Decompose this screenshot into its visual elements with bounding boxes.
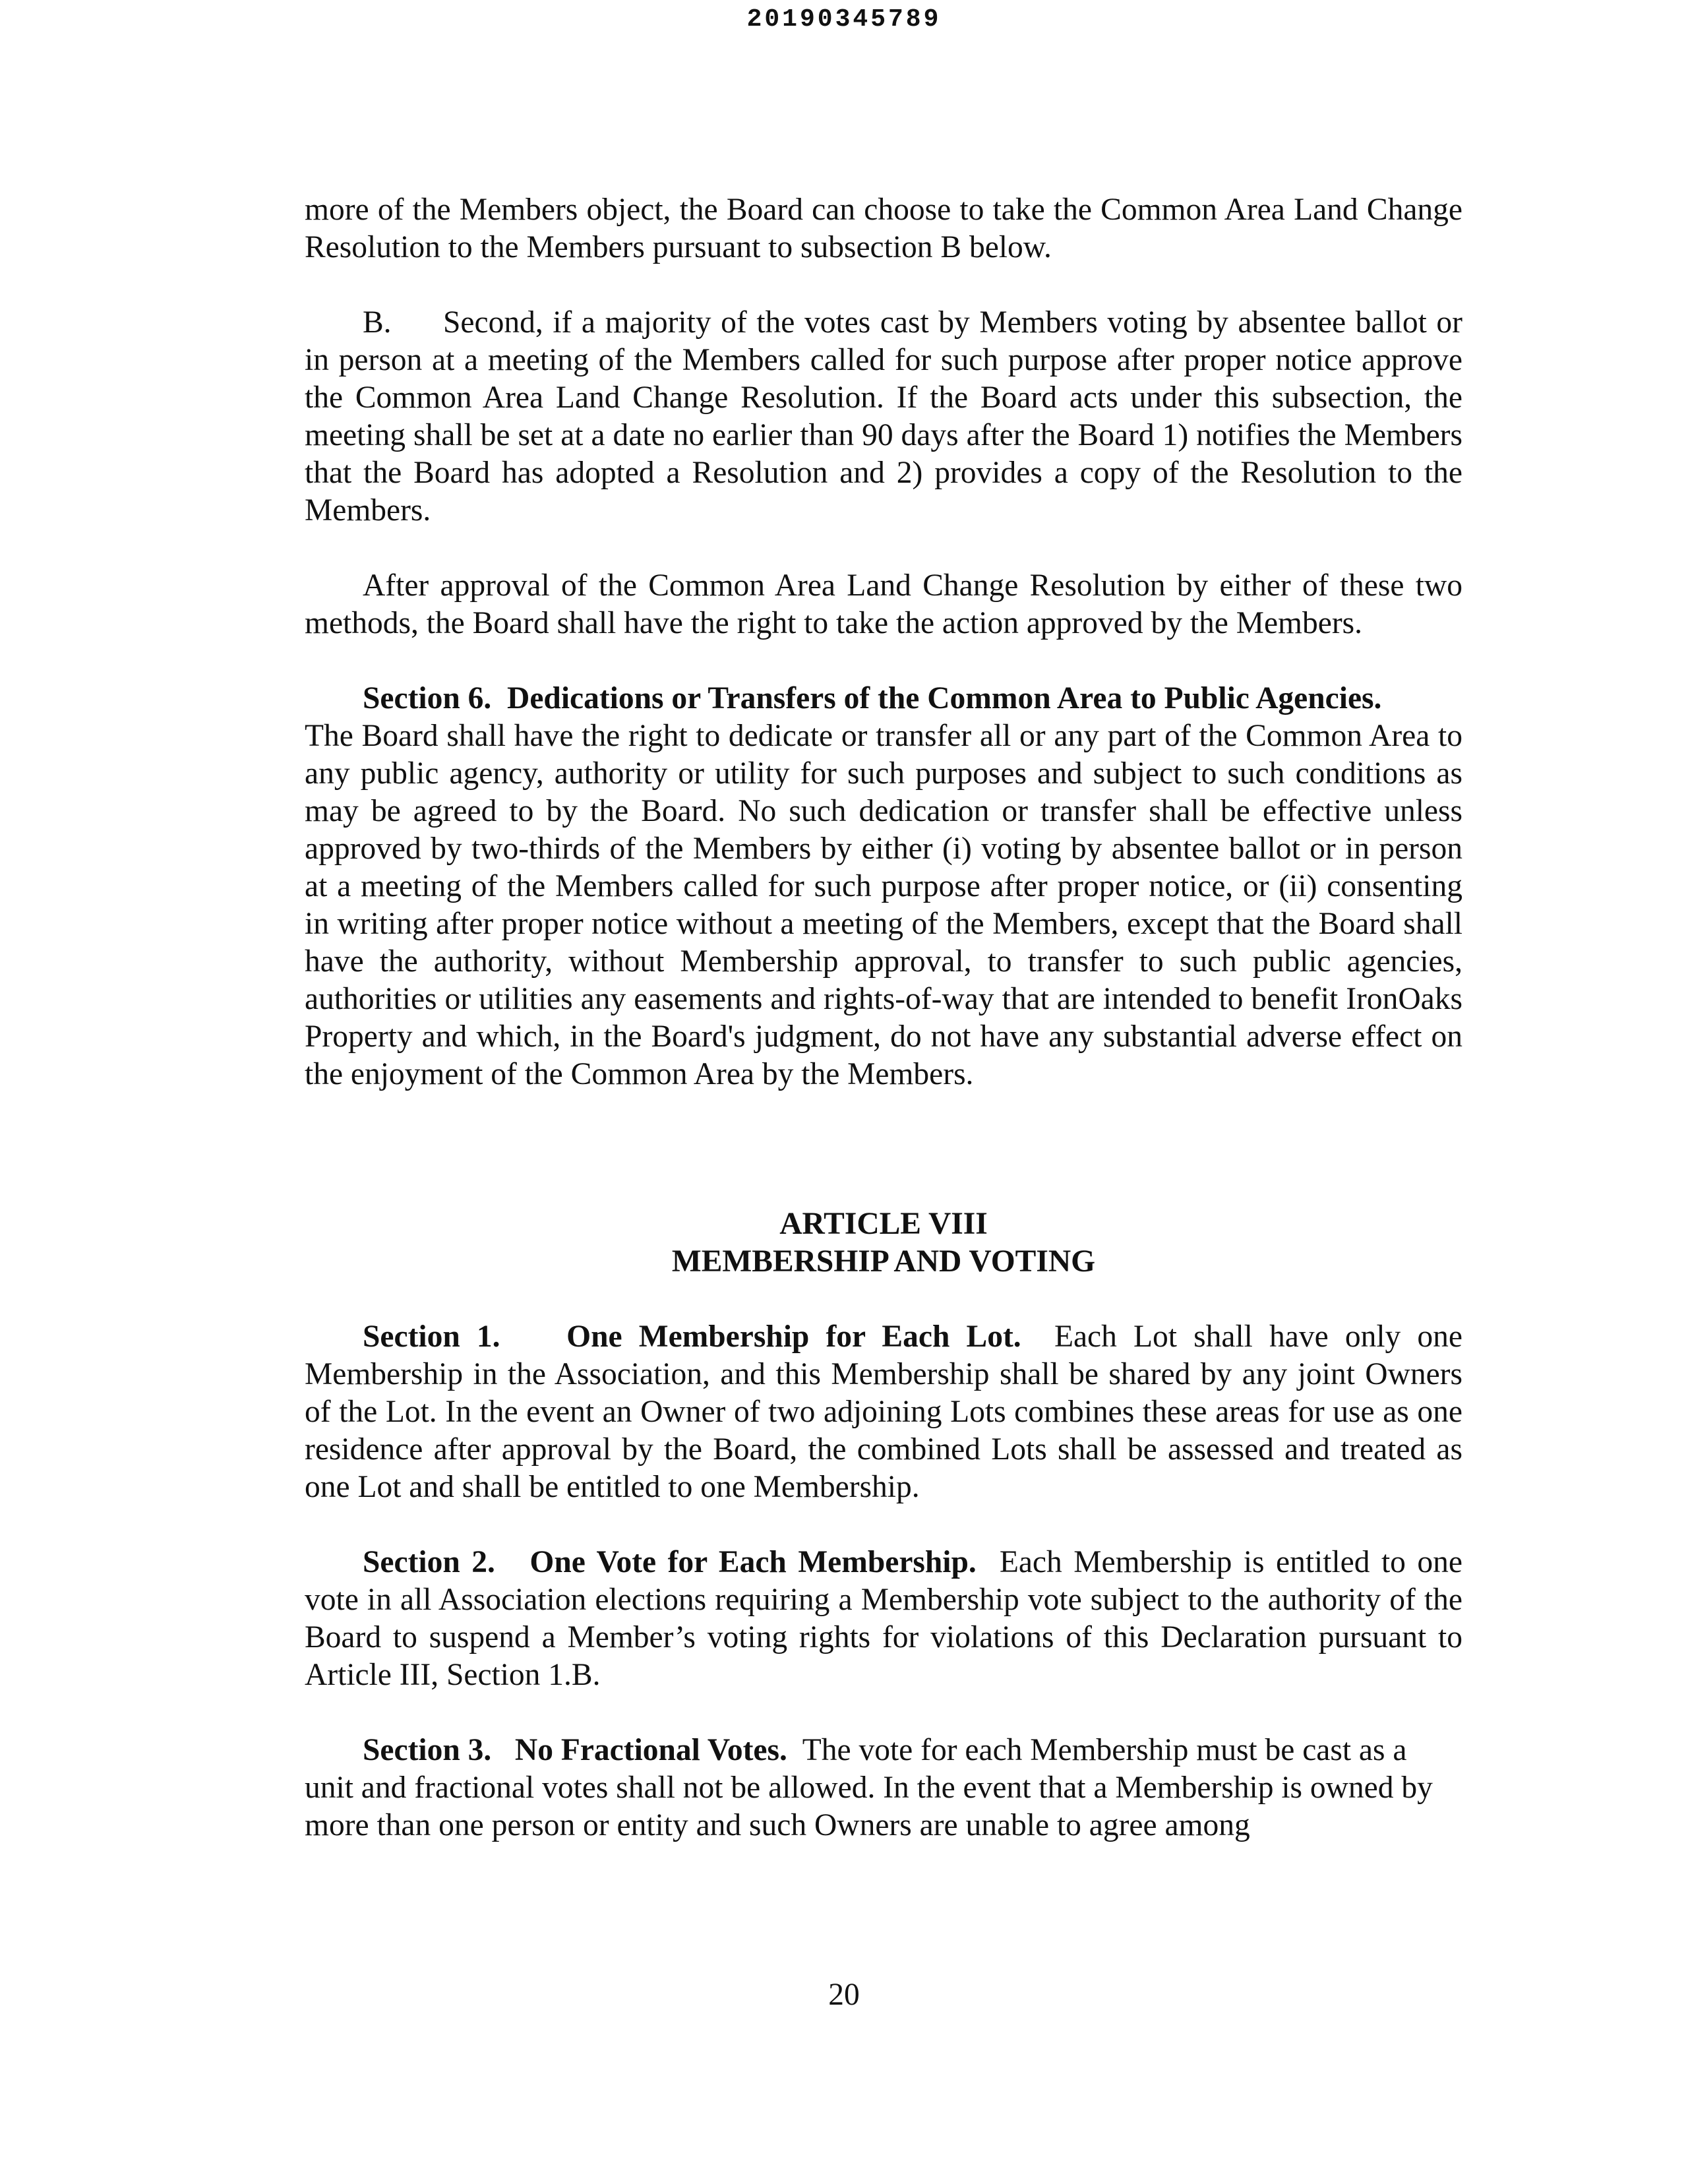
approval-paragraph: After approval of the Common Area Land Change Resolution by either of these two methods, the Board shall have the right to take the action approved by the Members. <box>305 568 1462 640</box>
article-section-3-text: The vote for each Membership must be cast as a unit and fractional votes shall not be allowed. In the event that a Membership is owned by more than one person or entity and such Owners are unable to agree among <box>305 1733 1433 1842</box>
section-6-label: Section 6. <box>363 681 492 715</box>
article-section-2-title: One Vote for Each Membership. <box>529 1545 977 1579</box>
article-number: ARTICLE VIII <box>779 1207 988 1241</box>
subsection-b-marker: B. <box>363 305 392 340</box>
document-number: 20190345789 <box>746 5 942 34</box>
article-heading <box>305 1205 1462 1281</box>
article-section-3 <box>305 1732 1462 1844</box>
article-section-1-title: One Membership for Each Lot. <box>566 1320 1021 1354</box>
continued-paragraph: more of the Members object, the Board can choose to take the Common Area Land Change Resolution to the Members pursuant to subsection B below. <box>305 193 1462 264</box>
page-number: 20 <box>828 1978 860 2012</box>
section-6-paragraph <box>305 680 1462 717</box>
article-section-1 <box>305 1318 1462 1506</box>
article-section-2-text: Each Membership is entitled to one vote in all Association elections requiring a Membership vote subject to the authority of the Board to suspend a Member’s voting rights for violations of this Declaration pursuant to Article III, Section 1.B. <box>305 1545 1463 1692</box>
article-section-3-title: No Fractional Votes. <box>514 1733 787 1767</box>
article-section-2 <box>305 1544 1462 1694</box>
page-body <box>305 191 1462 1882</box>
section-6-text: The Board shall have the right to dedicate or transfer all or any part of the Common Area to any public agency, authority or utility for such purposes and subject to such conditions as may be agreed to by the Board. No such dedication or transfer shall be effective unless approved by two-thirds of the Members by either (i) voting by absentee ballot or in person at a meeting of the Members called for such purpose after proper notice, or (ii) consenting in writing after proper notice without a meeting of the Members, except that the Board shall have the authority, without Membership approval, to transfer to such public agencies, authorities or utilities any easements and rights-of-way that are intended to benefit IronOaks Property and which, in the Board's judgment, do not have any substantial adverse effect on the enjoyment of the Common Area by the Members. <box>305 719 1462 1091</box>
subsection-b-paragraph <box>305 304 1462 530</box>
article-section-2-label: Section 2. <box>363 1545 495 1579</box>
subsection-b-text: Second, if a majority of the votes cast by Members voting by absentee ballot or in person at a meeting of the Members called for such purpose after proper notice approve the Common Area Land Change Resolution. If the Board acts under this subsection, the meeting shall be set at a date no earlier than 90 days after the Board 1) notifies the Members that the Board has adopted a Resolution and 2) provides a copy of the Resolution to the Members. <box>305 305 1462 528</box>
article-title: MEMBERSHIP AND VOTING <box>671 1244 1096 1279</box>
article-section-3-label: Section 3. <box>363 1733 492 1767</box>
section-6-title: Dedications or Transfers of the Common Area to Public Agencies. <box>507 681 1382 715</box>
article-section-1-label: Section 1. <box>363 1320 500 1354</box>
article-section-1-text: Each Lot shall have only one Membership in the Association, and this Membership shall be shared by any joint Owners of the Lot. In the event an Owner of two adjoining Lots combines these areas for use as one residence after approval by the Board, the combined Lots shall be assessed and treated as one Lot and shall be entitled to one Membership. <box>305 1320 1463 1504</box>
